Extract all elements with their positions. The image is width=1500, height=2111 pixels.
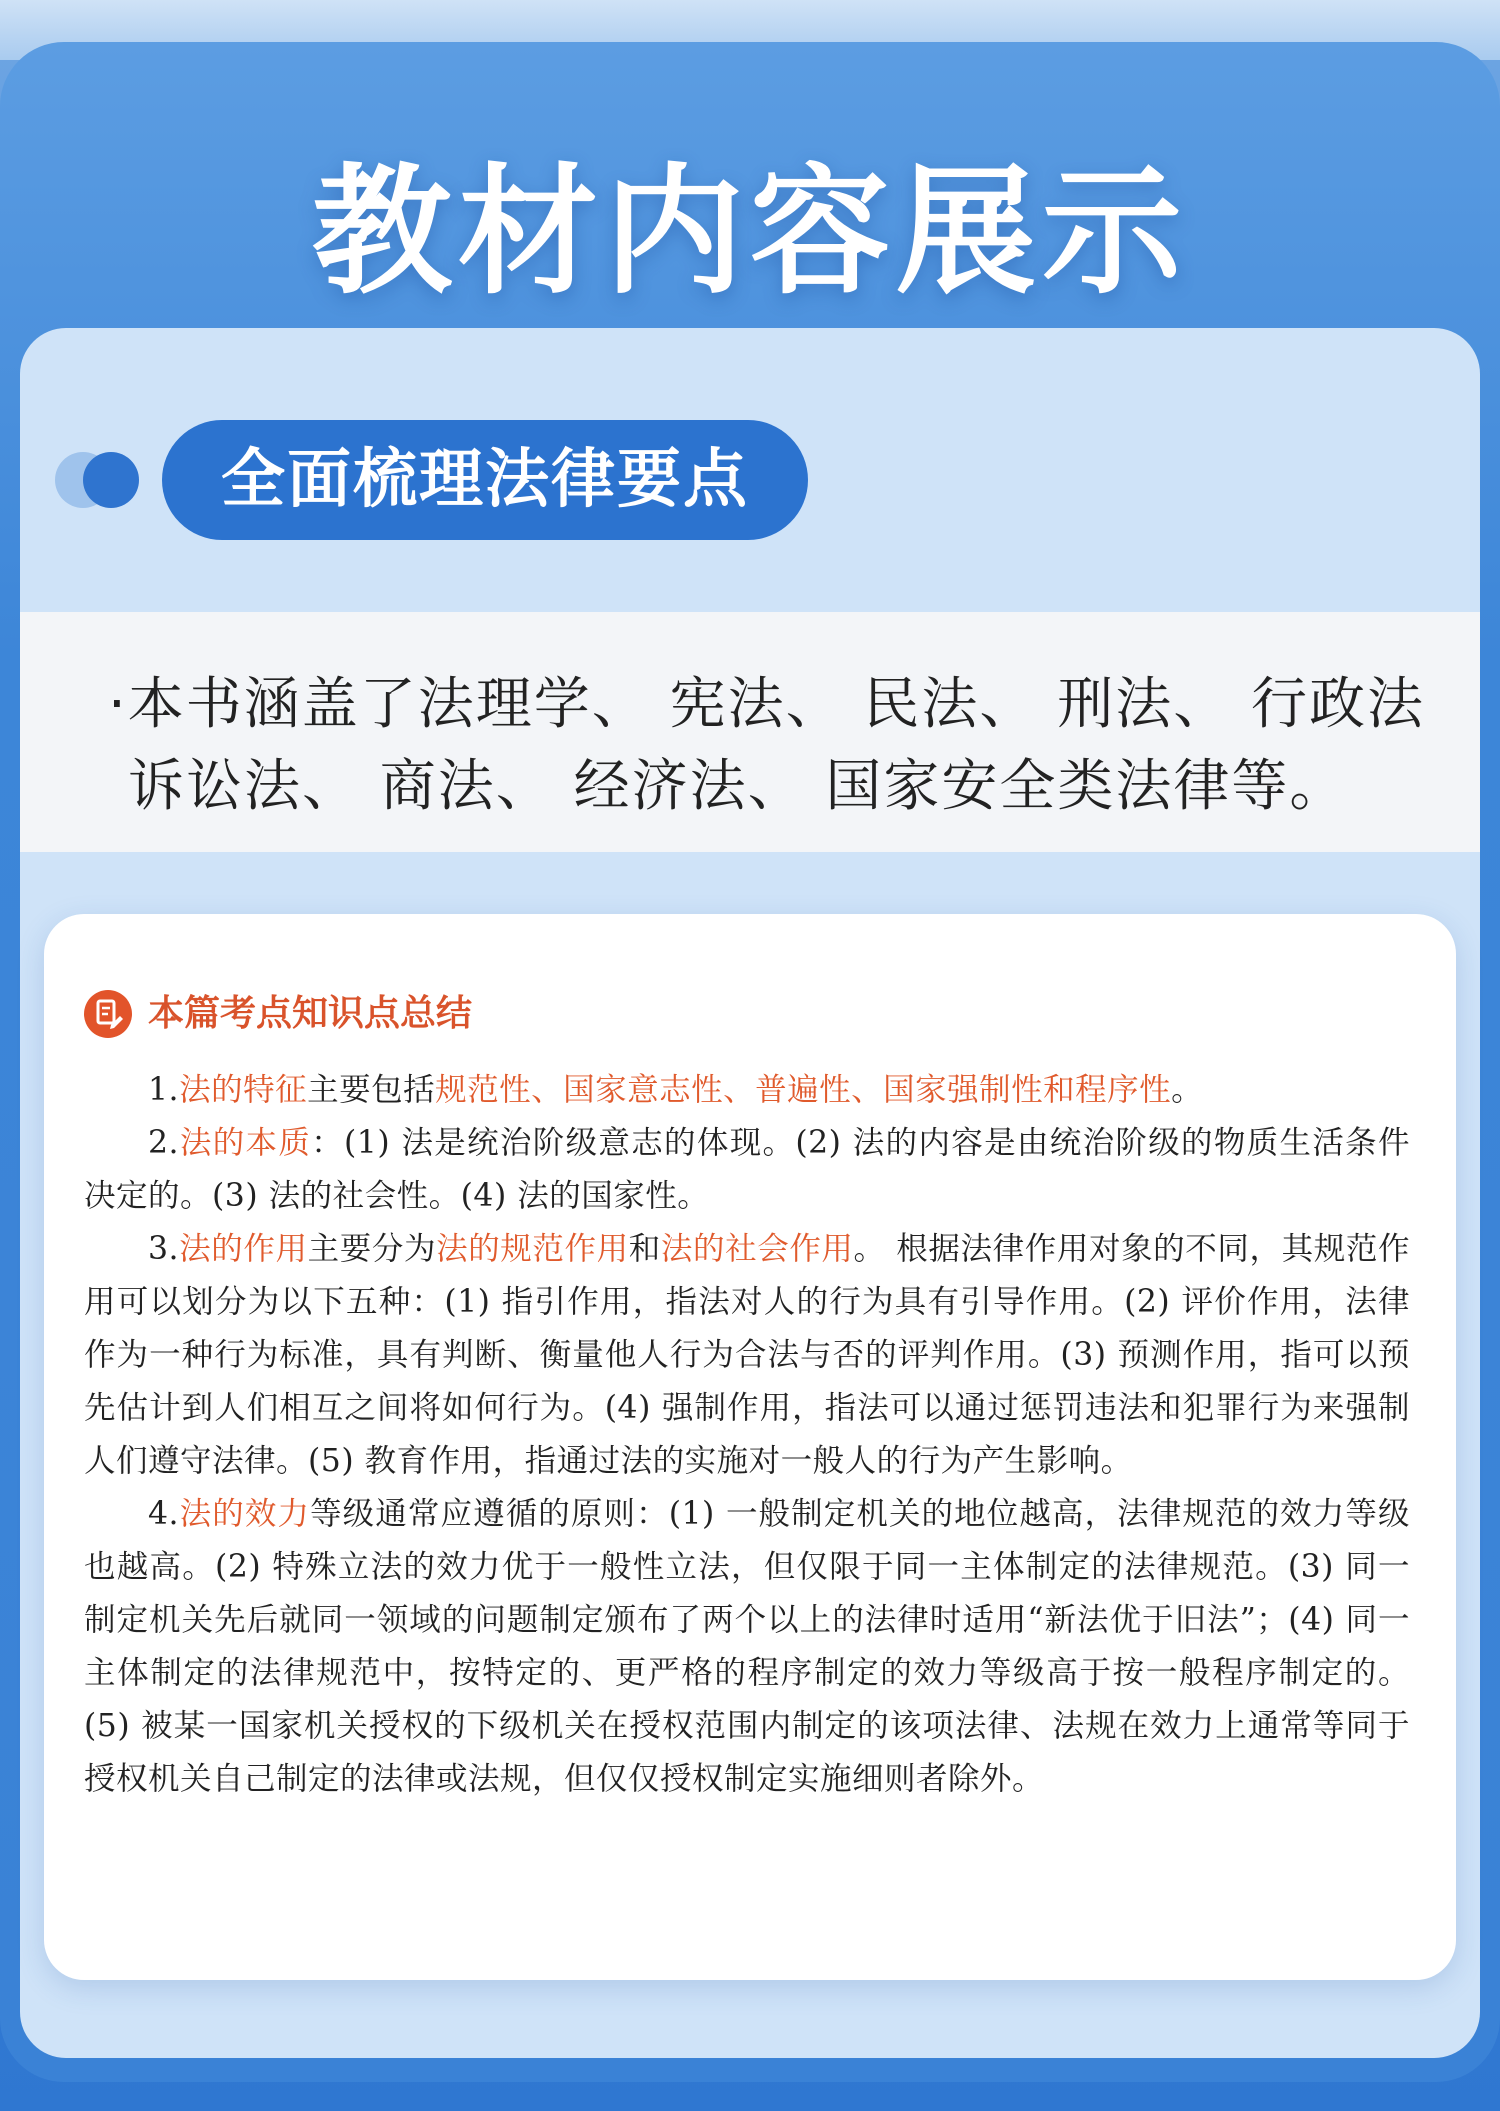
- note-edit-icon: [84, 990, 132, 1038]
- card-heading: 本篇考点知识点总结: [148, 993, 473, 1034]
- point-1-text: 主要包括: [307, 1072, 436, 1108]
- summary-line-2: 诉讼法、 商法、 经济法、 国家安全类法律等。: [128, 754, 1348, 819]
- point-1-term: 法的特征: [179, 1072, 308, 1108]
- point-1-number: 1.: [148, 1072, 180, 1108]
- card-body: [84, 1064, 1410, 1806]
- dot-front-shape: [83, 452, 139, 508]
- point-4-number: 4.: [148, 1496, 180, 1532]
- page-title: 教材内容展示: [311, 151, 1188, 314]
- point-4-term: 法的效力: [179, 1496, 311, 1532]
- point-3-term: 法的作用: [179, 1231, 308, 1267]
- point-2: [84, 1117, 1410, 1223]
- point-4: [84, 1488, 1410, 1806]
- point-4-text: 等级通常应遵循的原则：(1) 一般制定机关的地位越高，法律规范的效力等级也越高。(2) 特殊立法的效力优于一般性立法，但仅限于同一主体制定的法律规范。(3) 同一制定机关先后就同一领域的问题制定颁布了两个以上的法律时适用“新法优于旧法”；(4) 同一主体制定的法律规范中，按特定的、更严格的程序制定的效力等级高于按一般程序制定的。(5) 被某一国家机关授权的下级机关在授权范围内制定的该项法律、法规在效力上通常等同于授权机关自己制定的法律或法规，但仅仅授权制定实施细则者除外。: [84, 1496, 1410, 1797]
- point-3-highlight-a: 法的规范作用: [436, 1231, 629, 1267]
- point-2-term: 法的本质: [179, 1125, 312, 1161]
- point-1-end: 。: [1171, 1072, 1204, 1108]
- summary-line-1: ·本书涵盖了法理学、 宪法、 民法、 刑法、 行政法: [108, 672, 1426, 737]
- point-1-highlight: 规范性、国家意志性、普遍性、国家强制性和程序性: [435, 1072, 1172, 1108]
- point-3-text-c: 。 根据法律作用对象的不同，其规范作用可以划分为以下五种：(1) 指引作用，指法对人的行为具有引导作用。(2) 评价作用，法律作为一种行为标准，具有判断、衡量他人行为合法与否的评判作用。(3) 预测作用，指可以预先估计到人们相互之间将如何行为。(4) 强制作用，指法可以通过惩罚违法和犯罪行为来强制人们遵守法律。(5) 教育作用，指通过法的实施对一般人的行为产生影响。: [84, 1231, 1410, 1479]
- decorative-dots-icon: [55, 452, 145, 508]
- point-1: [84, 1064, 1410, 1117]
- point-3: [84, 1223, 1410, 1488]
- point-3-text-b: 和: [628, 1231, 661, 1267]
- point-3-text-a: 主要分为: [307, 1231, 437, 1267]
- point-3-number: 3.: [148, 1231, 180, 1267]
- section-title-pill: 全面梳理法律要点: [162, 420, 808, 540]
- point-3-highlight-b: 法的社会作用: [660, 1231, 854, 1267]
- point-2-text: ：(1) 法是统治阶级意志的体现。(2) 法的内容是由统治阶级的物质生活条件决定的。(3) 法的社会性。(4) 法的国家性。: [84, 1125, 1410, 1214]
- point-2-number: 2.: [148, 1125, 180, 1161]
